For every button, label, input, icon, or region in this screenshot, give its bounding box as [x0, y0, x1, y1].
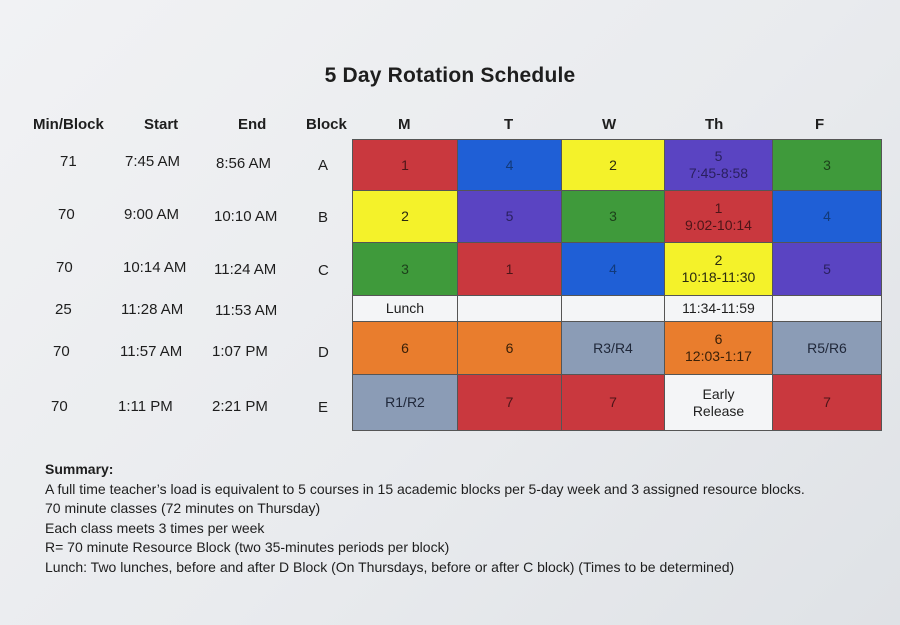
- header-day-th: Th: [705, 116, 724, 133]
- row-c-end: 11:24 AM: [214, 261, 277, 278]
- row-e-end: 2:21 PM: [212, 398, 268, 415]
- schedule-cell: [665, 140, 773, 191]
- schedule-cell: [458, 375, 562, 430]
- header-day-m: M: [398, 116, 411, 133]
- schedule-cell-text: 9:02-10:14: [685, 216, 752, 233]
- row-d-minutes: 70: [53, 343, 70, 360]
- schedule-cell-text: 10:18-11:30: [681, 269, 756, 285]
- schedule-cell: [458, 243, 562, 296]
- schedule-cell: [773, 243, 881, 296]
- header-end: End: [238, 116, 267, 133]
- row-e-block: E: [318, 399, 329, 416]
- row-d-start: 11:57 AM: [120, 343, 183, 360]
- header-block: Block: [306, 116, 347, 133]
- schedule-cell: [562, 191, 665, 243]
- header-day-w: W: [602, 116, 617, 133]
- summary-line: 70 minute classes (72 minutes on Thursday): [45, 500, 321, 516]
- schedule-cell: [458, 322, 562, 375]
- schedule-cell: [562, 322, 665, 375]
- schedule-cell: [665, 191, 773, 243]
- schedule-cell-text: R1/R2: [385, 394, 425, 410]
- schedule-cell: [562, 296, 665, 322]
- schedule-cell-text: 4: [505, 156, 514, 173]
- schedule-cell: [665, 296, 773, 322]
- schedule-cell-text: R5/R6: [807, 339, 847, 356]
- schedule-cell: [353, 322, 458, 375]
- schedule-cell-text: 6: [714, 331, 723, 347]
- schedule-cell: [458, 296, 562, 322]
- schedule-cell: [353, 191, 458, 243]
- header-min-block: Min/Block: [33, 116, 104, 133]
- schedule-cell-text: 2: [401, 208, 409, 224]
- header-day-f: F: [815, 116, 825, 133]
- schedule-cell: [773, 375, 881, 430]
- schedule-cell: [562, 140, 665, 191]
- schedule-cell-text: 5: [823, 260, 831, 277]
- header-start: Start: [144, 116, 179, 133]
- schedule-cell: [353, 375, 458, 430]
- schedule-cell-text: Lunch: [385, 300, 425, 316]
- summary-heading: Summary:: [45, 461, 114, 477]
- schedule-cell-text: 3: [401, 260, 409, 277]
- schedule-cell-text: 1: [714, 199, 723, 216]
- schedule-cell-text: 2: [714, 252, 723, 268]
- summary-line: R= 70 minute Resource Block (two 35-minutes periods per block): [45, 539, 450, 555]
- summary: [45, 460, 805, 577]
- rotation-grid: [352, 139, 882, 431]
- schedule-cell: [665, 243, 773, 296]
- row-b-start: 9:00 AM: [124, 206, 180, 223]
- row-lunch-start: 11:28 AM: [121, 301, 184, 318]
- schedule-cell: [562, 243, 665, 296]
- schedule-cell-text: 7: [823, 394, 831, 410]
- schedule-cell: [353, 296, 458, 322]
- schedule-cell-text: 6: [401, 339, 409, 356]
- schedule-cell: [665, 322, 773, 375]
- schedule-cell-text: 7:45-8:58: [688, 165, 749, 181]
- row-b-block: B: [318, 209, 329, 226]
- schedule-cell-text: 1: [505, 260, 514, 277]
- row-d-block: D: [318, 344, 329, 361]
- schedule-cell: [353, 140, 458, 191]
- summary-line: Lunch: Two lunches, before and after D Block (On Thursdays, before or after C block) (Times to be determined): [45, 558, 735, 575]
- schedule-cell-text: 7: [609, 394, 617, 410]
- row-e-minutes: 70: [51, 398, 68, 415]
- schedule-cell: [773, 296, 881, 322]
- row-a-start: 7:45 AM: [125, 153, 181, 170]
- schedule-cell-text: Release: [692, 402, 745, 419]
- row-a-block: A: [318, 157, 329, 174]
- schedule-cell: [665, 375, 773, 430]
- row-e-start: 1:11 PM: [118, 398, 173, 415]
- page-title: 5 Day Rotation Schedule: [324, 64, 576, 87]
- schedule-cell-text: 11:34-11:59: [682, 300, 755, 316]
- schedule-cell: [458, 140, 562, 191]
- schedule-cell: [773, 322, 881, 375]
- schedule-cell-text: 7: [505, 394, 514, 410]
- schedule-cell-text: Early: [702, 385, 735, 402]
- row-b-minutes: 70: [58, 206, 75, 223]
- schedule-cell: [773, 191, 881, 243]
- row-d-end: 1:07 PM: [212, 343, 268, 360]
- schedule-cell-text: 12:03-1:17: [685, 348, 752, 364]
- schedule-cell-text: 4: [609, 260, 617, 277]
- summary-line: Each class meets 3 times per week: [45, 519, 265, 536]
- row-c-block: C: [318, 262, 329, 279]
- row-c-minutes: 70: [56, 259, 73, 276]
- schedule-cell-text: 5: [714, 148, 723, 164]
- row-b-end: 10:10 AM: [214, 208, 278, 225]
- row-c-start: 10:14 AM: [123, 259, 187, 276]
- schedule-cell-text: 2: [609, 156, 617, 173]
- schedule-cell-text: 3: [609, 208, 617, 224]
- schedule-cell-text: 4: [823, 208, 831, 224]
- schedule-cell: [773, 140, 881, 191]
- schedule-cell-text: 6: [505, 339, 514, 356]
- schedule-cell: [562, 375, 665, 430]
- schedule-cell: [458, 191, 562, 243]
- schedule-cell-text: R3/R4: [593, 339, 633, 356]
- row-lunch-end: 11:53 AM: [215, 302, 278, 319]
- schedule-cell: [353, 243, 458, 296]
- row-a-end: 8:56 AM: [216, 155, 272, 172]
- schedule-cell-text: 3: [823, 156, 831, 173]
- row-lunch-minutes: 25: [55, 301, 72, 318]
- schedule-cell-text: 5: [505, 208, 514, 224]
- header-day-t: T: [504, 116, 514, 133]
- summary-line: A full time teacher’s load is equivalent to 5 courses in 15 academic blocks per 5-day week and 3 assigned resource blocks.: [45, 480, 805, 497]
- schedule-cell-text: 1: [401, 156, 409, 173]
- row-a-minutes: 71: [60, 153, 77, 170]
